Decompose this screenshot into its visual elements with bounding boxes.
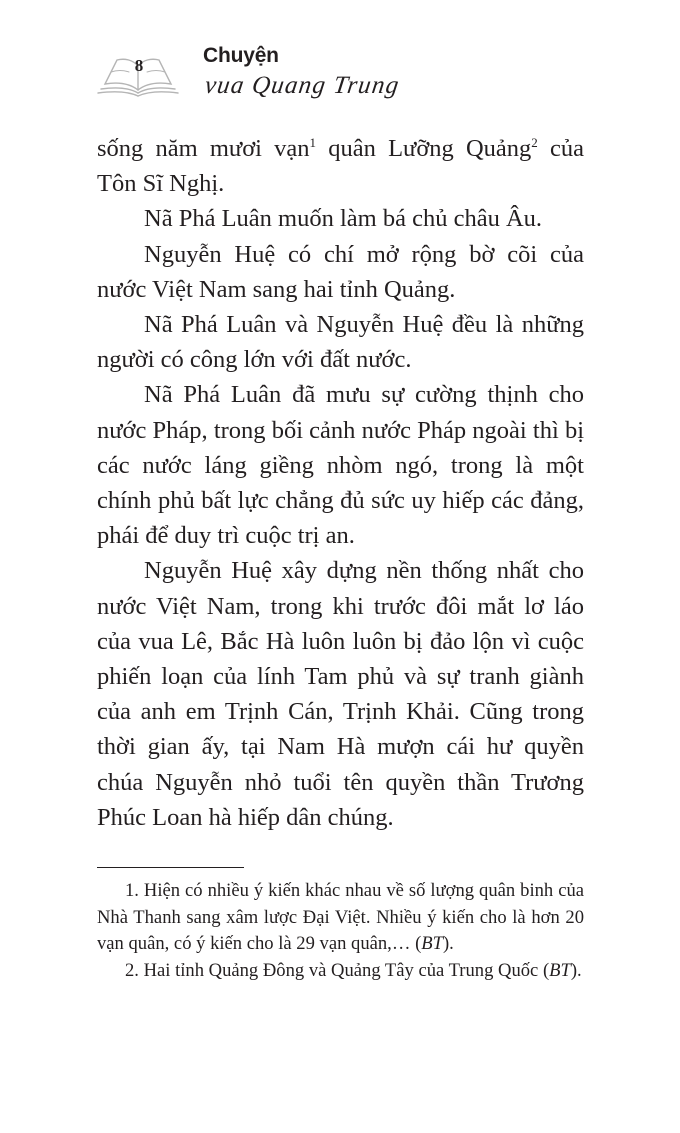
body-text xyxy=(97,131,584,835)
paragraph: Nguyễn Huệ xây dựng nền thống nhất cho nước Việt Nam, trong khi trước đôi mắt lơ láo của vua Lê, Bắc Hà luôn luôn bị đảo lộn vì cuộc phiến loạn của lính Tam phủ và sự tranh giành của anh em Trịnh Cán, Trịnh Khải. Cũng trong thời gian ấy, tại Nam Hà mượn cái hư quyền chúa Nguyễn nhỏ tuổi tên quyền thần Trương Phúc Loan hà hiếp dân chúng. xyxy=(97,557,584,831)
footnote-tail: ). xyxy=(570,959,582,981)
footnote-tail: ). xyxy=(442,933,454,955)
book-title-line1: Chuyện xyxy=(203,44,279,67)
paragraph: Nã Phá Luân đã mưu sự cường thịnh cho nước Pháp, trong bối cảnh nước Pháp ngoài thì bị các nước láng giềng nhòm ngó, trong là một chính phủ bất lực chẳng đủ sức uy hiếp các đảng, phái để duy trì cuộc trị an. xyxy=(97,381,584,550)
footnote-text: 2. Hai tỉnh Quảng Đông và Quảng Tây của Trung Quốc ( xyxy=(125,959,550,981)
footnote-ref-2[interactable]: 2 xyxy=(531,135,538,150)
paragraph-text: quân Lưỡng Quảng xyxy=(316,135,532,162)
book-title-line2: vua Quang Trung xyxy=(203,72,402,99)
paragraph xyxy=(97,131,584,201)
footnote-1 xyxy=(97,878,584,958)
paragraph-text: sống năm mươi vạn xyxy=(97,135,310,162)
paragraph: Nã Phá Luân và Nguyễn Huệ đều là những người có công lớn với đất nước. xyxy=(97,311,584,374)
paragraph: Nã Phá Luân muốn làm bá chủ châu Âu. xyxy=(144,205,543,233)
page-number: 8 xyxy=(134,56,144,75)
footnotes xyxy=(97,878,584,984)
footnote-ref-1[interactable]: 1 xyxy=(309,135,317,150)
running-header xyxy=(95,40,455,110)
paragraph: Nguyễn Huệ có chí mở rộng bờ cõi của nước Việt Nam sang hai tỉnh Quảng. xyxy=(97,240,584,303)
footnote-abbr: BT xyxy=(549,959,571,981)
footnote-abbr: BT xyxy=(421,933,443,955)
footnote-text: 1. Hiện có nhiều ý kiến khác nhau về số lượng quân binh của Nhà Thanh sang xâm lược Đại Việt. Nhiều ý kiến cho là hơn 20 vạn quân, có ý kiến cho là 29 vạn quân,… ( xyxy=(97,880,584,955)
footnote-separator xyxy=(97,867,244,868)
paragraph-text: của Tôn Sĩ Nghị. xyxy=(97,135,584,198)
footnote-2 xyxy=(97,958,584,985)
